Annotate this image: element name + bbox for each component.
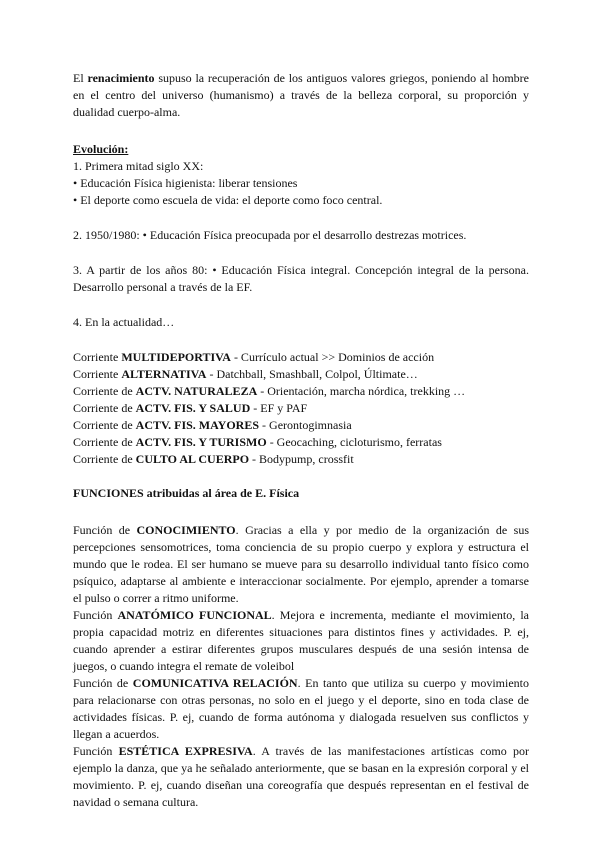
intro-prefix: El [73, 71, 88, 85]
funciones-heading: FUNCIONES atribuidas al área de E. Física [73, 486, 300, 500]
document-body [73, 70, 529, 811]
funcion-item: Función ANATÓMICO FUNCIONAL. Mejora e incrementa, mediante el movimiento, la propia capacidad motriz en diferentes situaciones para distintos fines y actividades. P. ej, cuando aprender a estirar diferentes grupos musculares después de una sesión intensa de juegos, o cuando integra el remate de voleibol [73, 608, 530, 673]
funcion-item: Función ESTÉTICA EXPRESIVA. A través de las manifestaciones artísticas como por ejemplo la danza, que ya he señalado anteriormente, que se basan en la expresión corporal y el movimiento. P. ej, cuando diseñan una coreografía que después representan en el festival de navidad o semana cultura. [73, 744, 529, 809]
corriente-item: Corriente de ACTV. FIS. Y SALUD - EF y PAF [73, 401, 308, 415]
evolucion-stage-1: 1. Primera mitad siglo XX: [73, 159, 204, 173]
evolucion-stage-4: 4. En la actualidad… [73, 315, 175, 329]
corrientes-list [73, 349, 529, 468]
corriente-item: Corriente de CULTO AL CUERPO - Bodypump, crossfit [73, 452, 354, 466]
evolucion-bullet: • Educación Física higienista: liberar tensiones [73, 176, 298, 190]
corriente-item: Corriente ALTERNATIVA - Datchball, Smashball, Colpol, Últimate… [73, 367, 418, 381]
funcion-item: Función de CONOCIMIENTO. Gracias a ella y por medio de la organización de sus percepciones sensomotrices, toma conciencia de su propio cuerpo y explora y estructura el mundo que le rodea. El ser humano se mueve para su desarrollo individual tanto físico como psíquico, adaptarse al ambiente e interaccionar socialmente. Por ejemplo, aprender a tomarse el pulso o correr a ritmo uniforme. [73, 523, 529, 605]
intro-text: supuso la recuperación de los antiguos valores griegos, poniendo al hombre en el centro del universo (humanismo) a través de la belleza corporal, su proporción y dualidad cuerpo-alma. [73, 71, 530, 119]
funcion-item: Función de COMUNICATIVA RELACIÓN. En tanto que utiliza su cuerpo y movimiento para relacionarse con otras personas, no solo en el juego y el deporte, sino en toda clase de actividades físicas. P. ej, cuando de forma autónoma y dialogada resuelven sus conflictos y llegan a acuerdos. [73, 676, 530, 741]
funciones-list [73, 522, 529, 811]
evolucion-heading: Evolución: [73, 142, 129, 156]
intro-keyword: renacimiento [87, 71, 155, 85]
corriente-item: Corriente de ACTV. NATURALEZA - Orientación, marcha nórdica, trekking … [73, 384, 466, 398]
corriente-item: Corriente de ACTV. FIS. Y TURISMO - Geocaching, cicloturismo, ferratas [73, 435, 442, 449]
evolucion-bullet: • El deporte como escuela de vida: el deporte como foco central. [73, 193, 383, 207]
intro-paragraph [73, 70, 529, 121]
evolucion-stage-3: 3. A partir de los años 80: • Educación Física integral. Concepción integral de la persona. Desarrollo personal a través de la EF. [73, 263, 529, 294]
corriente-item: Corriente MULTIDEPORTIVA - Currículo actual >> Dominios de acción [73, 350, 435, 364]
corriente-item: Corriente de ACTV. FIS. MAYORES - Gerontogimnasia [73, 418, 352, 432]
evolucion-stage-2: 2. 1950/1980: • Educación Física preocupada por el desarrollo destrezas motrices. [73, 228, 467, 242]
